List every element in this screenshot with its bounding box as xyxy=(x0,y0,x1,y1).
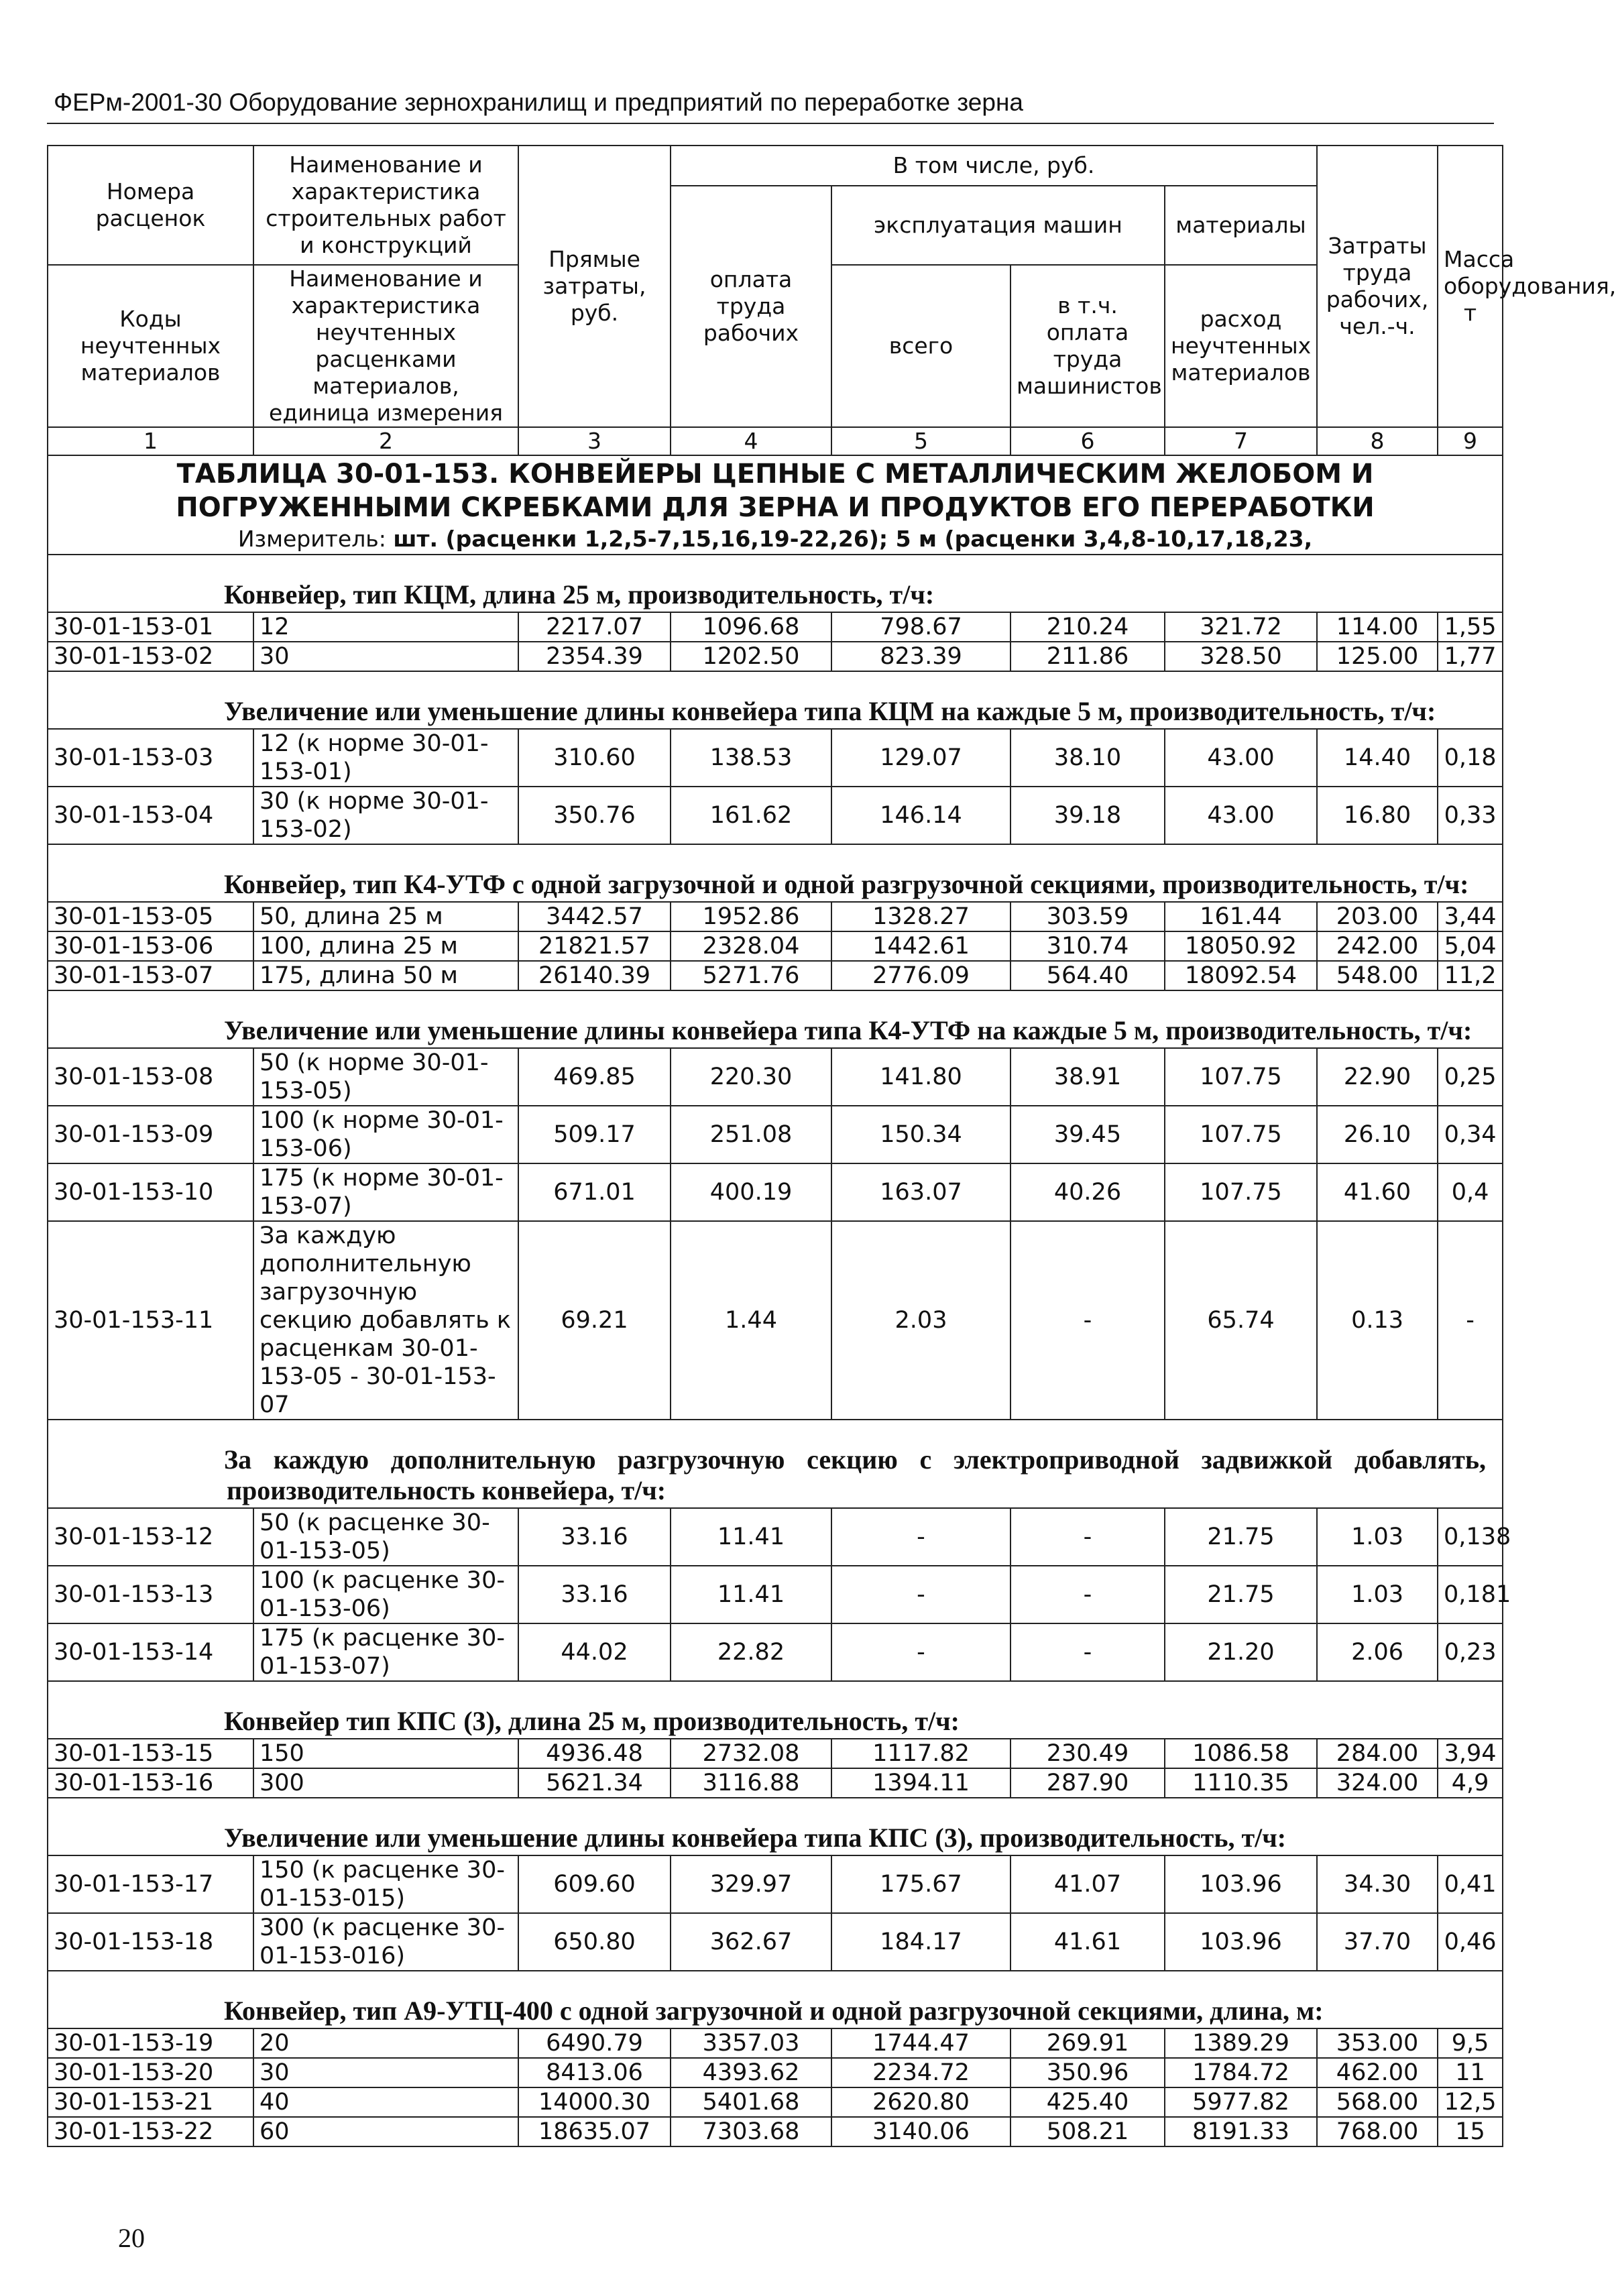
section-title: Конвейер, тип К4-УТФ с одной загрузочной и одной разгрузочной секциями, производительность, т/ч: xyxy=(48,844,1503,902)
rate-value: 3140.06 xyxy=(831,2117,1011,2146)
rate-code: 30-01-153-14 xyxy=(48,1623,253,1681)
rate-value: 2776.09 xyxy=(831,961,1011,990)
rate-value: 1.44 xyxy=(671,1221,831,1420)
rate-code: 30-01-153-20 xyxy=(48,2058,253,2087)
rate-value: 650.80 xyxy=(518,1913,671,1971)
rate-value: 3,94 xyxy=(1438,1739,1503,1768)
rate-value: 2.06 xyxy=(1317,1623,1438,1681)
table-row xyxy=(48,2028,1503,2058)
rate-name: 40 xyxy=(253,2087,518,2117)
rate-code: 30-01-153-22 xyxy=(48,2117,253,2146)
rate-name: 300 (к расценке 30-01-153-016) xyxy=(253,1913,518,1971)
rate-code: 30-01-153-13 xyxy=(48,1566,253,1623)
rate-value: 203.00 xyxy=(1317,902,1438,931)
section-title: Увеличение или уменьшение длины конвейера типа К4-УТФ на каждые 5 м, производительность, т/ч: xyxy=(48,990,1503,1048)
rate-value: 425.40 xyxy=(1011,2087,1165,2117)
section-row xyxy=(48,990,1503,1048)
rate-value: 350.76 xyxy=(518,787,671,844)
rate-code: 30-01-153-17 xyxy=(48,1855,253,1913)
rate-value: 11.41 xyxy=(671,1508,831,1566)
rate-value: 1328.27 xyxy=(831,902,1011,931)
header-direct: Прямые затраты, руб. xyxy=(518,146,671,427)
table-row xyxy=(48,902,1503,931)
rate-value: 823.39 xyxy=(831,642,1011,671)
rate-value: 114.00 xyxy=(1317,612,1438,642)
rate-value: 287.90 xyxy=(1011,1768,1165,1798)
rate-code: 30-01-153-09 xyxy=(48,1106,253,1163)
rate-name: 100, длина 25 м xyxy=(253,931,518,961)
meter-line xyxy=(54,524,1497,554)
rate-value: 184.17 xyxy=(831,1913,1011,1971)
section-title: Конвейер, тип А9-УТЦ-400 с одной загрузочной и одной разгрузочной секциями, длина, м: xyxy=(48,1971,1503,2028)
rate-name: 12 (к норме 30-01-153-01) xyxy=(253,729,518,787)
rate-value: 43.00 xyxy=(1165,787,1317,844)
rate-value: 324.00 xyxy=(1317,1768,1438,1798)
table-row xyxy=(48,729,1503,787)
table-row xyxy=(48,1221,1503,1420)
rate-value: 1202.50 xyxy=(671,642,831,671)
col-num: 8 xyxy=(1317,427,1438,455)
col-num: 5 xyxy=(831,427,1011,455)
rate-value: 18092.54 xyxy=(1165,961,1317,990)
rate-value: 11.41 xyxy=(671,1566,831,1623)
col-num: 7 xyxy=(1165,427,1317,455)
section-row xyxy=(48,1798,1503,1855)
table-row xyxy=(48,1508,1503,1566)
rate-value: 509.17 xyxy=(518,1106,671,1163)
rate-value: 40.26 xyxy=(1011,1163,1165,1221)
header-rule xyxy=(47,123,1494,124)
rate-value: 175.67 xyxy=(831,1855,1011,1913)
rate-name: 30 (к норме 30-01-153-02) xyxy=(253,787,518,844)
rate-value: 284.00 xyxy=(1317,1739,1438,1768)
rate-name: 175 (к расценке 30-01-153-07) xyxy=(253,1623,518,1681)
rate-value: 38.91 xyxy=(1011,1048,1165,1106)
rate-value: 220.30 xyxy=(671,1048,831,1106)
rate-value: 138.53 xyxy=(671,729,831,787)
rate-value: 0,4 xyxy=(1438,1163,1503,1221)
rate-value: 5621.34 xyxy=(518,1768,671,1798)
rate-value: 161.62 xyxy=(671,787,831,844)
rate-name: 12 xyxy=(253,612,518,642)
rate-value: 161.44 xyxy=(1165,902,1317,931)
rate-code: 30-01-153-15 xyxy=(48,1739,253,1768)
table-title: ТАБЛИЦА 30-01-153. КОНВЕЙЕРЫ ЦЕПНЫЕ С МЕТАЛЛИЧЕСКИМ ЖЕЛОБОМ И ПОГРУЖЕННЫМИ СКРЕБКАМИ ДЛЯ ЗЕРНА И ПРОДУКТОВ ЕГО ПЕРЕРАБОТКИ xyxy=(176,459,1375,523)
rate-value: 0,138 xyxy=(1438,1508,1503,1566)
rate-value: 1,77 xyxy=(1438,642,1503,671)
rate-value: - xyxy=(831,1623,1011,1681)
col-num: 1 xyxy=(48,427,253,455)
header-labor: оплата труда рабочих xyxy=(671,186,831,427)
rate-value: 5401.68 xyxy=(671,2087,831,2117)
rate-name: 50, длина 25 м xyxy=(253,902,518,931)
rate-value: 768.00 xyxy=(1317,2117,1438,2146)
rate-name: 100 (к норме 30-01-153-06) xyxy=(253,1106,518,1163)
rates-body xyxy=(48,555,1511,2146)
col-num: 6 xyxy=(1011,427,1165,455)
rate-value: - xyxy=(1011,1623,1165,1681)
header-machines: эксплуатация машин xyxy=(831,186,1165,265)
running-header: ФЕРм-2001-30 Оборудование зернохранилищ и предприятий по переработке зерна xyxy=(54,89,1023,116)
rates-table xyxy=(47,145,1616,2147)
table-row xyxy=(48,787,1503,844)
rate-value: 1389.29 xyxy=(1165,2028,1317,2058)
rate-value: 33.16 xyxy=(518,1566,671,1623)
rate-value: 462.00 xyxy=(1317,2058,1438,2087)
rate-code: 30-01-153-08 xyxy=(48,1048,253,1106)
rate-code: 30-01-153-19 xyxy=(48,2028,253,2058)
rate-value: 353.00 xyxy=(1317,2028,1438,2058)
rate-value: 12,5 xyxy=(1438,2087,1503,2117)
rate-code: 30-01-153-06 xyxy=(48,931,253,961)
rate-value: 21.20 xyxy=(1165,1623,1317,1681)
rate-value: 2217.07 xyxy=(518,612,671,642)
table-row xyxy=(48,931,1503,961)
col-num: 2 xyxy=(253,427,518,455)
col-num: 9 xyxy=(1438,427,1503,455)
rate-value: 1110.35 xyxy=(1165,1768,1317,1798)
rate-value: 362.67 xyxy=(671,1913,831,1971)
section-title: Конвейер тип КПС (3), длина 25 м, производительность, т/ч: xyxy=(48,1681,1503,1739)
rate-value: 163.07 xyxy=(831,1163,1011,1221)
header-material-cost: расход неучтенных материалов xyxy=(1165,265,1317,427)
rate-value: 269.91 xyxy=(1011,2028,1165,2058)
rate-value: 21821.57 xyxy=(518,931,671,961)
rate-value: - xyxy=(1011,1221,1165,1420)
rate-value: 0,34 xyxy=(1438,1106,1503,1163)
rate-name: 175, длина 50 м xyxy=(253,961,518,990)
rate-value: 107.75 xyxy=(1165,1163,1317,1221)
rate-value: 2328.04 xyxy=(671,931,831,961)
rate-value: 6490.79 xyxy=(518,2028,671,2058)
meter-label: Измеритель: xyxy=(237,526,386,552)
rate-value: 321.72 xyxy=(1165,612,1317,642)
table-row xyxy=(48,642,1503,671)
rate-value: 5,04 xyxy=(1438,931,1503,961)
table-row xyxy=(48,1768,1503,1798)
rate-value: 43.00 xyxy=(1165,729,1317,787)
table-row xyxy=(48,612,1503,642)
header-name: Наименование и характеристика строительных работ и конструкций xyxy=(253,146,518,265)
rate-name: 50 (к норме 30-01-153-05) xyxy=(253,1048,518,1106)
table-row xyxy=(48,2087,1503,2117)
rate-value: 671.01 xyxy=(518,1163,671,1221)
section-row xyxy=(48,844,1503,902)
rate-value: 1.03 xyxy=(1317,1566,1438,1623)
table-row xyxy=(48,1048,1503,1106)
rate-value: 107.75 xyxy=(1165,1106,1317,1163)
rate-value: 0.13 xyxy=(1317,1221,1438,1420)
table-row xyxy=(48,1566,1503,1623)
rate-value: 7303.68 xyxy=(671,2117,831,2146)
rate-code: 30-01-153-02 xyxy=(48,642,253,671)
header-row-1 xyxy=(48,146,1503,186)
rate-value: 39.45 xyxy=(1011,1106,1165,1163)
rate-value: 41.07 xyxy=(1011,1855,1165,1913)
rate-value: 107.75 xyxy=(1165,1048,1317,1106)
rate-value: 21.75 xyxy=(1165,1508,1317,1566)
rate-value: 0,181 xyxy=(1438,1566,1503,1623)
header-codes: Номера расценок xyxy=(48,146,253,265)
rate-value: 564.40 xyxy=(1011,961,1165,990)
rate-value: 2234.72 xyxy=(831,2058,1011,2087)
rate-value: 14.40 xyxy=(1317,729,1438,787)
rate-value: 3,44 xyxy=(1438,902,1503,931)
rate-value: 568.00 xyxy=(1317,2087,1438,2117)
rate-value: 41.61 xyxy=(1011,1913,1165,1971)
header-mass: Масса оборудования, т xyxy=(1438,146,1503,427)
rate-value: 548.00 xyxy=(1317,961,1438,990)
rate-value: 310.60 xyxy=(518,729,671,787)
rate-name: За каждую дополнительную загрузочную секцию добавлять к расценкам 30-01-153-05 - 30-01-153-07 xyxy=(253,1221,518,1420)
rate-value: 5977.82 xyxy=(1165,2087,1317,2117)
rate-value: 69.21 xyxy=(518,1221,671,1420)
rate-code: 30-01-153-18 xyxy=(48,1913,253,1971)
rate-value: 150.34 xyxy=(831,1106,1011,1163)
rate-value: 310.74 xyxy=(1011,931,1165,961)
rate-value: 0,18 xyxy=(1438,729,1503,787)
col-num: 3 xyxy=(518,427,671,455)
rate-value: 4393.62 xyxy=(671,2058,831,2087)
rate-value: 22.90 xyxy=(1317,1048,1438,1106)
rate-value: 44.02 xyxy=(518,1623,671,1681)
rate-value: 1086.58 xyxy=(1165,1739,1317,1768)
rate-value: 37.70 xyxy=(1317,1913,1438,1971)
rate-value: - xyxy=(1011,1508,1165,1566)
rate-value: 469.85 xyxy=(518,1048,671,1106)
rate-value: 14000.30 xyxy=(518,2087,671,2117)
table-row xyxy=(48,2058,1503,2087)
table-row xyxy=(48,1163,1503,1221)
rate-value: 3442.57 xyxy=(518,902,671,931)
rate-value: 8191.33 xyxy=(1165,2117,1317,2146)
rate-name: 150 (к расценке 30-01-153-015) xyxy=(253,1855,518,1913)
rate-value: 11,2 xyxy=(1438,961,1503,990)
rate-value: 26140.39 xyxy=(518,961,671,990)
header-unacc-name: Наименование и характеристика неучтенных расценками материалов, единица измерения xyxy=(253,265,518,427)
rate-name: 60 xyxy=(253,2117,518,2146)
rate-value: 146.14 xyxy=(831,787,1011,844)
section-title: За каждую дополнительную разгрузочную секцию с электроприводной задвижкой добавлять, производительность конвейера, т/ч: xyxy=(48,1420,1503,1508)
rate-value: - xyxy=(1011,1566,1165,1623)
rate-code: 30-01-153-10 xyxy=(48,1163,253,1221)
table-row xyxy=(48,2117,1503,2146)
rate-value: - xyxy=(831,1566,1011,1623)
header-machinist-pay: в т.ч. оплата труда машинистов xyxy=(1011,265,1165,427)
header-unacc-codes: Коды неучтенных материалов xyxy=(48,265,253,427)
rate-value: 251.08 xyxy=(671,1106,831,1163)
rate-value: 38.10 xyxy=(1011,729,1165,787)
rate-value: 329.97 xyxy=(671,1855,831,1913)
rate-value: 230.49 xyxy=(1011,1739,1165,1768)
rate-name: 150 xyxy=(253,1739,518,1768)
rate-value: 39.18 xyxy=(1011,787,1165,844)
section-title: Конвейер, тип КЦМ, длина 25 м, производительность, т/ч: xyxy=(48,555,1503,612)
col-num: 4 xyxy=(671,427,831,455)
rate-code: 30-01-153-01 xyxy=(48,612,253,642)
rate-value: 0,33 xyxy=(1438,787,1503,844)
rate-value: 1,55 xyxy=(1438,612,1503,642)
rate-value: 103.96 xyxy=(1165,1855,1317,1913)
rate-value: 125.00 xyxy=(1317,642,1438,671)
rate-value: 2620.80 xyxy=(831,2087,1011,2117)
rate-value: 1744.47 xyxy=(831,2028,1011,2058)
rate-value: - xyxy=(831,1508,1011,1566)
rate-value: 0,23 xyxy=(1438,1623,1503,1681)
rate-value: 65.74 xyxy=(1165,1221,1317,1420)
section-row xyxy=(48,1681,1503,1739)
rate-value: 350.96 xyxy=(1011,2058,1165,2087)
page-number: 20 xyxy=(118,2223,145,2253)
rate-value: 2732.08 xyxy=(671,1739,831,1768)
rate-value: 3116.88 xyxy=(671,1768,831,1798)
rate-value: 1394.11 xyxy=(831,1768,1011,1798)
rate-value: 34.30 xyxy=(1317,1855,1438,1913)
section-title: Увеличение или уменьшение длины конвейера типа КПС (3), производительность, т/ч: xyxy=(48,1798,1503,1855)
section-row xyxy=(48,1420,1503,1508)
rate-value: 4,9 xyxy=(1438,1768,1503,1798)
rate-value: 103.96 xyxy=(1165,1913,1317,1971)
rate-value: 3357.03 xyxy=(671,2028,831,2058)
rate-code: 30-01-153-11 xyxy=(48,1221,253,1420)
rate-value: 16.80 xyxy=(1317,787,1438,844)
section-row xyxy=(48,555,1503,612)
rate-value: 2354.39 xyxy=(518,642,671,671)
rate-value: 22.82 xyxy=(671,1623,831,1681)
rate-value: 1784.72 xyxy=(1165,2058,1317,2087)
rate-code: 30-01-153-03 xyxy=(48,729,253,787)
rate-name: 30 xyxy=(253,642,518,671)
table-title-cell xyxy=(48,455,1503,555)
table-row xyxy=(48,1855,1503,1913)
rate-value: 26.10 xyxy=(1317,1106,1438,1163)
rate-code: 30-01-153-07 xyxy=(48,961,253,990)
rate-value: 8413.06 xyxy=(518,2058,671,2087)
rate-code: 30-01-153-16 xyxy=(48,1768,253,1798)
rate-value: 0,41 xyxy=(1438,1855,1503,1913)
rate-value: 41.60 xyxy=(1317,1163,1438,1221)
section-row xyxy=(48,671,1503,729)
rate-value: 1442.61 xyxy=(831,931,1011,961)
rate-value: 1096.68 xyxy=(671,612,831,642)
table-row xyxy=(48,1739,1503,1768)
rate-name: 175 (к норме 30-01-153-07) xyxy=(253,1163,518,1221)
rate-value: 1952.86 xyxy=(671,902,831,931)
rate-value: 11 xyxy=(1438,2058,1503,2087)
table-title-row xyxy=(48,455,1503,555)
rate-value: 15 xyxy=(1438,2117,1503,2146)
rate-value: 33.16 xyxy=(518,1508,671,1566)
rate-value: 211.86 xyxy=(1011,642,1165,671)
rate-name: 20 xyxy=(253,2028,518,2058)
rate-code: 30-01-153-21 xyxy=(48,2087,253,2117)
rate-name: 30 xyxy=(253,2058,518,2087)
rate-value: 798.67 xyxy=(831,612,1011,642)
rate-value: 328.50 xyxy=(1165,642,1317,671)
rate-value: 9,5 xyxy=(1438,2028,1503,2058)
rate-value: 18050.92 xyxy=(1165,931,1317,961)
rate-value: 129.07 xyxy=(831,729,1011,787)
rates-table-wrapper xyxy=(47,145,1616,2147)
rate-value: 0,25 xyxy=(1438,1048,1503,1106)
rate-value: 303.59 xyxy=(1011,902,1165,931)
rate-code: 30-01-153-12 xyxy=(48,1508,253,1566)
meter-text: шт. (расценки 1,2,5-7,15,16,19-22,26); 5 м (расценки 3,4,8-10,17,18,23, xyxy=(393,526,1313,552)
rate-value: 1.03 xyxy=(1317,1508,1438,1566)
rate-name: 50 (к расценке 30-01-153-05) xyxy=(253,1508,518,1566)
column-number-row xyxy=(48,427,1503,455)
table-row xyxy=(48,1623,1503,1681)
header-labor-cost: Затраты труда рабочих, чел.-ч. xyxy=(1317,146,1438,427)
rate-value: 18635.07 xyxy=(518,2117,671,2146)
header-machines-total: всего xyxy=(831,265,1011,427)
rate-value: 0,46 xyxy=(1438,1913,1503,1971)
section-row xyxy=(48,1971,1503,2028)
table-row xyxy=(48,961,1503,990)
section-title: Увеличение или уменьшение длины конвейера типа КЦМ на каждые 5 м, производительность, т/ч: xyxy=(48,671,1503,729)
rate-name: 100 (к расценке 30-01-153-06) xyxy=(253,1566,518,1623)
rate-value: 210.24 xyxy=(1011,612,1165,642)
rate-value: - xyxy=(1438,1221,1503,1420)
rate-value: 5271.76 xyxy=(671,961,831,990)
rate-code: 30-01-153-05 xyxy=(48,902,253,931)
rate-name: 300 xyxy=(253,1768,518,1798)
rate-value: 1117.82 xyxy=(831,1739,1011,1768)
rate-value: 400.19 xyxy=(671,1163,831,1221)
rate-value: 141.80 xyxy=(831,1048,1011,1106)
table-row xyxy=(48,1106,1503,1163)
rate-value: 609.60 xyxy=(518,1855,671,1913)
rate-value: 21.75 xyxy=(1165,1566,1317,1623)
rate-value: 242.00 xyxy=(1317,931,1438,961)
rate-value: 508.21 xyxy=(1011,2117,1165,2146)
header-incl: В том числе, руб. xyxy=(671,146,1317,186)
table-row xyxy=(48,1913,1503,1971)
rate-code: 30-01-153-04 xyxy=(48,787,253,844)
rate-value: 2.03 xyxy=(831,1221,1011,1420)
rate-value: 4936.48 xyxy=(518,1739,671,1768)
header-materials: материалы xyxy=(1165,186,1317,265)
